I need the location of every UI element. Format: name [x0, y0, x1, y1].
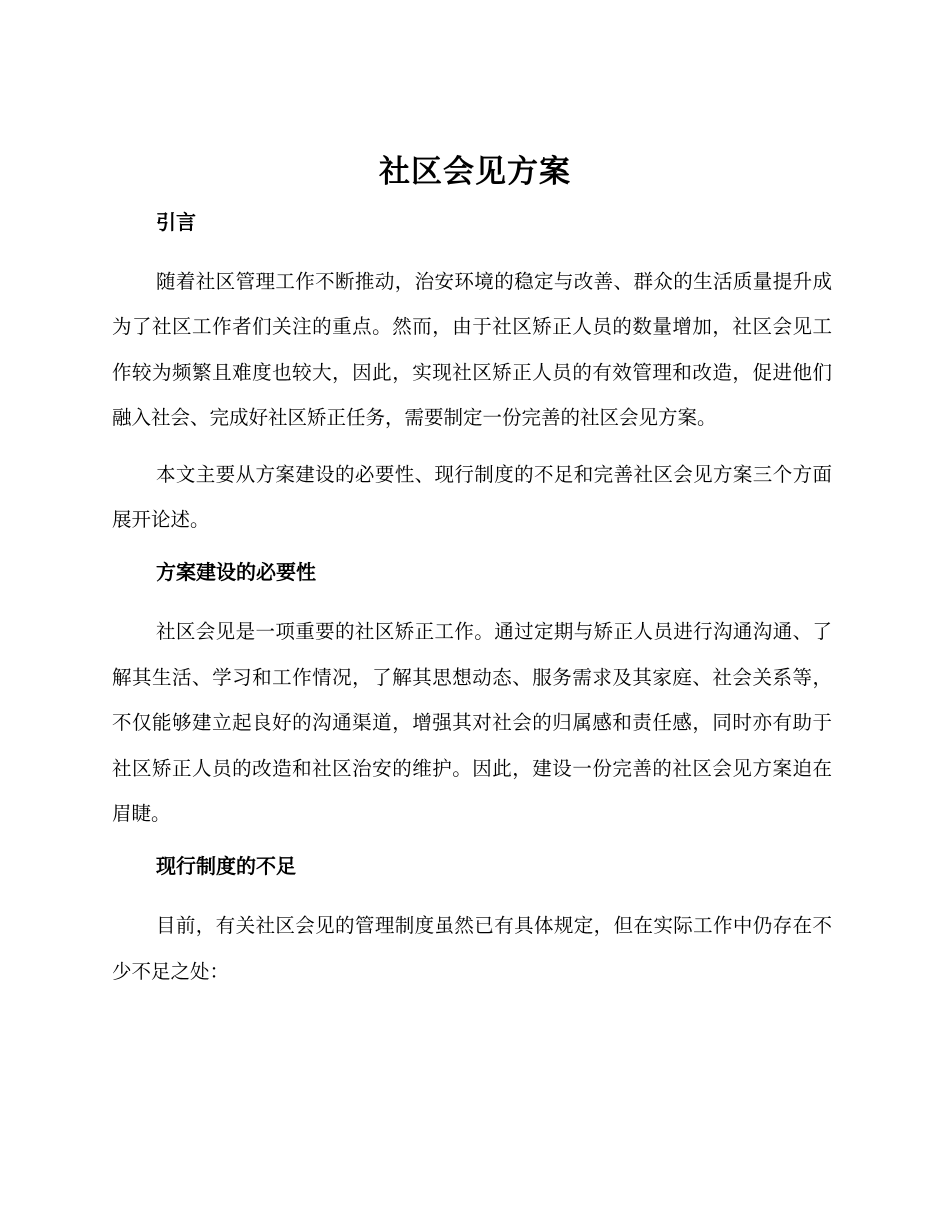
section-heading: 方案建设的必要性: [156, 560, 316, 585]
body-paragraph: 社区会见是一项重要的社区矫正工作。通过定期与矫正人员进行沟通沟通、了解其生活、学习和工作情况，了解其思想动态、服务需求及其家庭、社会关系等，不仅能够建立起良好的沟通渠道，增强其对社会的归属感和责任感，同时亦有助于社区矫正人员的改造和社区治安的维护。因此，建设一份完善的社区会见方案迫在眉睫。: [112, 620, 832, 826]
section-introduction: [112, 203, 832, 542]
body-paragraph: 随着社区管理工作不断推动，治安环境的稳定与改善、群众的生活质量提升成为了社区工作者们关注的重点。然而，由于社区矫正人员的数量增加，社区会见工作较为频繁且难度也较大，因此，实现社区矫正人员的有效管理和改造，促进他们融入社会、完成好社区矫正任务，需要制定一份完善的社区会见方案。: [112, 270, 832, 430]
section-shortcomings: [112, 847, 832, 994]
section-necessity: [112, 553, 832, 836]
section-heading: 引言: [156, 210, 196, 234]
body-paragraph: 本文主要从方案建设的必要性、现行制度的不足和完善社区会见方案三个方面展开论述。: [112, 462, 832, 532]
document-body: [112, 203, 832, 994]
document-title: 社区会见方案: [379, 154, 571, 190]
section-heading: 现行制度的不足: [156, 854, 296, 879]
body-paragraph: 目前，有关社区会见的管理制度虽然已有具体规定，但在实际工作中仍存在不少不足之处：: [112, 914, 832, 983]
